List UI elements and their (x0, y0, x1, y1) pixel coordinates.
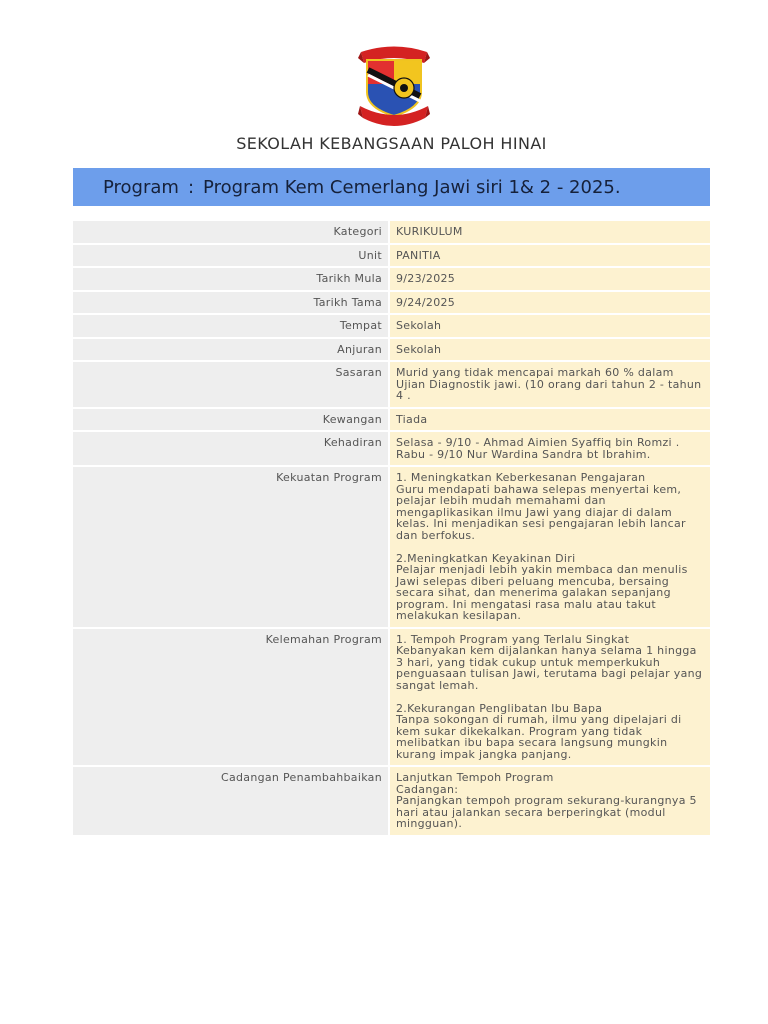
unit-label: Unit (73, 245, 388, 267)
kekuatan-program-value: 1. Meningkatkan Keberkesanan Pengajaran Guru mendapati bahawa selepas menyertai kem, pelajar lebih mudah memahami dan mengaplikasikan ilmu Jawi yang diajar di dalam kelas. Ini menjadikan sesi pengajaran lebih lancar dan berfokus. 2.Meningkatkan Keyakinan Diri Pelajar menjadi lebih yakin membaca dan menulis Jawi selepas diberi peluang mencuba, bersaing secara sihat, dan menerima galakan sepanjang program. Ini mengatasi rasa malu atau takut melakukan kesilapan. (390, 467, 710, 627)
tarikh-mula-value: 9/23/2025 (390, 268, 710, 290)
kategori-label: Kategori (73, 221, 388, 243)
kewangan-value: Tiada (390, 409, 710, 431)
kekuatan-program-label: Kekuatan Program (73, 467, 388, 627)
kewangan-label: Kewangan (73, 409, 388, 431)
tarikh-mula-label: Tarikh Mula (73, 268, 388, 290)
anjuran-value: Sekolah (390, 339, 710, 361)
tempat-value: Sekolah (390, 315, 710, 337)
sasaran-label: Sasaran (73, 362, 388, 407)
tarikh-tama-value: 9/24/2025 (390, 292, 710, 314)
sasaran-value: Murid yang tidak mencapai markah 60 % dalam Ujian Diagnostik jawi. (10 orang dari tahun 2 - tahun 4 . (390, 362, 710, 407)
program-label: Program (103, 176, 179, 198)
anjuran-label: Anjuran (73, 339, 388, 361)
kelemahan-program-label: Kelemahan Program (73, 629, 388, 766)
kehadiran-label: Kehadiran (73, 432, 388, 465)
cadangan-penambahbaikan-label: Cadangan Penambahbaikan (73, 767, 388, 835)
school-name: SEKOLAH KEBANGSAAN PALOH HINAI (236, 134, 547, 153)
cadangan-penambahbaikan-value: Lanjutkan Tempoh Program Cadangan: Panjangkan tempoh program sekurang-kurangnya 5 hari atau jalankan secara berperingkat (modul mingguan). (390, 767, 710, 835)
program-title: Program Kem Cemerlang Jawi siri 1& 2 - 2025. (203, 176, 621, 198)
tarikh-tama-label: Tarikh Tama (73, 292, 388, 314)
program-banner (73, 168, 710, 206)
program-details-table (73, 221, 710, 835)
program-separator: : (187, 176, 195, 198)
kategori-value: KURIKULUM (390, 221, 710, 243)
kelemahan-program-value: 1. Tempoh Program yang Terlalu Singkat Kebanyakan kem dijalankan hanya selama 1 hingga 3 hari, yang tidak cukup untuk memperkukuh penguasaan tulisan Jawi, terutama bagi pelajar yang sangat lemah. 2.Kekurangan Penglibatan Ibu Bapa Tanpa sokongan di rumah, ilmu yang dipelajari di kem sukar dikekalkan. Program yang tidak melibatkan ibu bapa secara langsung mungkin kurang impak jangka panjang. (390, 629, 710, 766)
unit-value: PANITIA (390, 245, 710, 267)
tempat-label: Tempat (73, 315, 388, 337)
kehadiran-value: Selasa - 9/10 - Ahmad Aimien Syaffiq bin Romzi . Rabu - 9/10 Nur Wardina Sandra bt Ibrahim. (390, 432, 710, 465)
school-crest-logo (358, 44, 430, 126)
